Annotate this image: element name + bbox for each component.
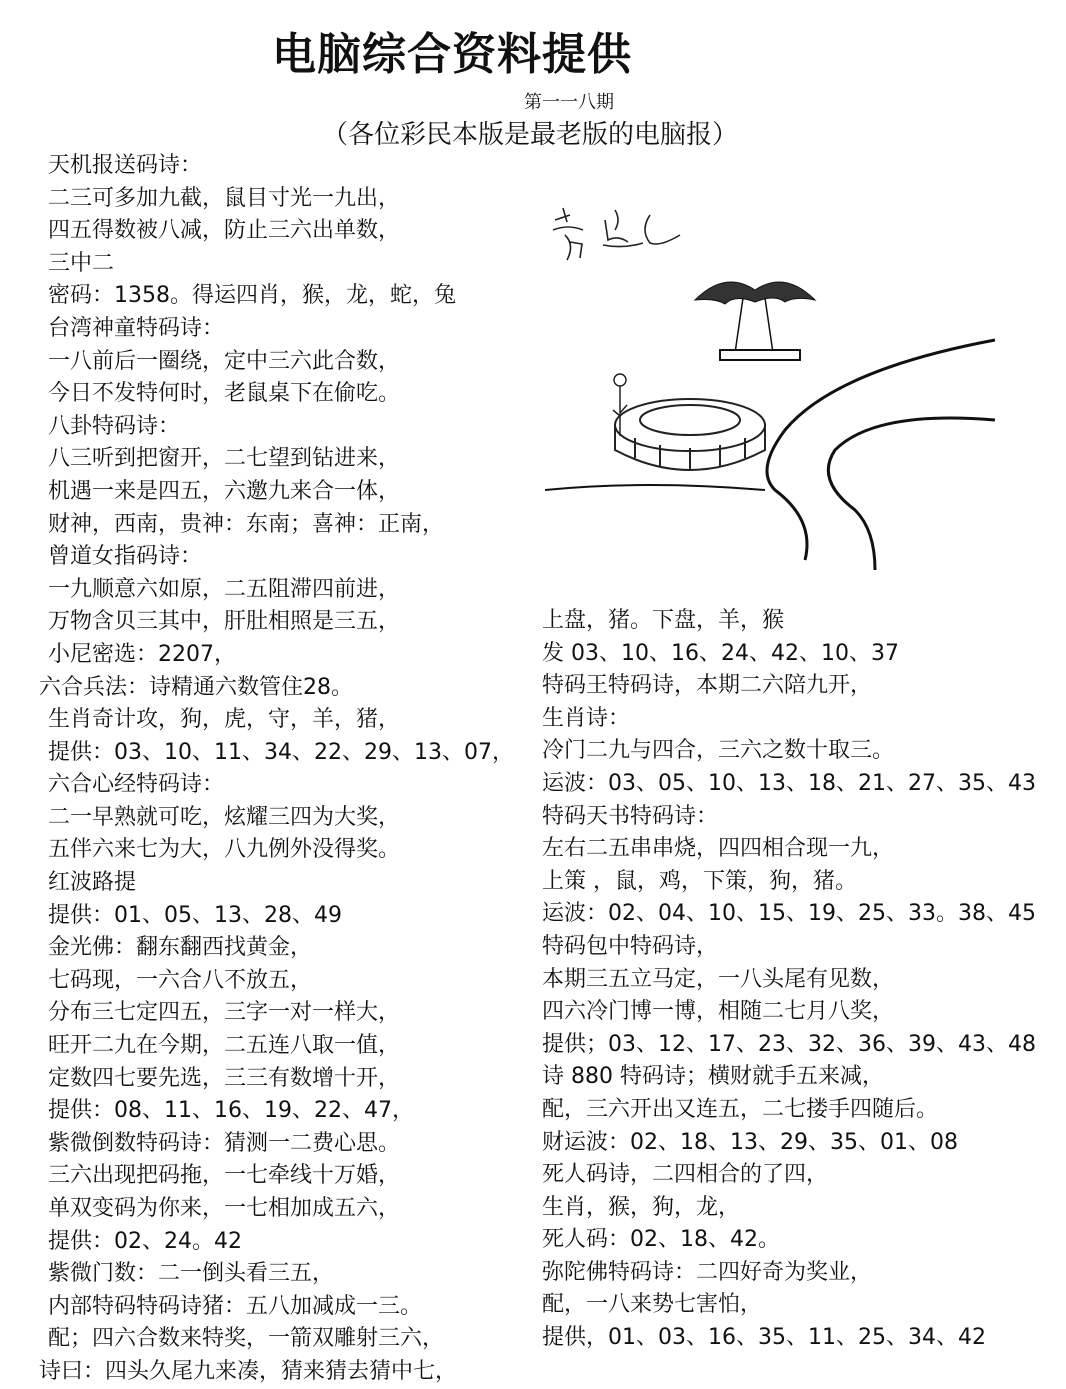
- text-line: 旺开二九在今期，二五连八取一值，: [48, 1033, 401, 1059]
- text-line: 单双变码为你来，一七相加成五六，: [48, 1196, 401, 1221]
- text-line: 分布三七定四五，三字一对一样大，: [48, 1000, 401, 1026]
- text-line: 万物含贝三其中，肝肚相照是三五，: [48, 609, 401, 635]
- text-line: 曾道女指码诗：: [48, 544, 203, 570]
- text-line: 冷门二九与四合，三六之数十取三。: [542, 738, 895, 764]
- text-line: 死人码：02、18、42。: [542, 1227, 780, 1253]
- text-line: 二三可多加九截，鼠目寸光一九出，: [48, 185, 401, 211]
- text-line: 配，三六开出又连五，二七搂手四随后。: [542, 1096, 939, 1122]
- text-line: 五伴六来七为大，八九例外没得奖。: [48, 837, 401, 863]
- text-line: 提供：03、10、11、34、22、29、13、07，: [48, 739, 514, 765]
- text-line: 提供，01、03、16、35、11、25、34、42: [542, 1325, 986, 1351]
- river-lines: [545, 340, 995, 570]
- bat-icon: [695, 282, 815, 360]
- text-line: 诗曰：四头久尾九来凑，猜来猜去猜中七，: [39, 1358, 458, 1384]
- text-line: 财神，西南，贵神：东南；喜神：正南，: [48, 511, 445, 537]
- text-line: 一八前后一圈绕，定中三六此合数，: [48, 348, 401, 374]
- text-line: 天机报送码诗：: [48, 153, 203, 178]
- left-column: [39, 150, 514, 1389]
- text-line: 六合心经特码诗：: [48, 772, 225, 798]
- text-line: 配，一八来势七害怕，: [542, 1292, 763, 1318]
- text-line: 小尼密选：2207，: [48, 641, 236, 667]
- text-line: 台湾神童特码诗：: [48, 315, 225, 341]
- text-line: 八卦特码诗：: [48, 413, 181, 439]
- text-line: 内部特码特码诗猪：五八加减成一三。: [48, 1293, 423, 1319]
- text-line: 诗 880 特码诗；横财就手五来减，: [542, 1064, 884, 1090]
- text-line: 二一早熟就可吃，炫耀三四为大奖，: [48, 804, 401, 830]
- text-line: 特码天书特码诗：: [542, 803, 719, 829]
- text-line: 发 03、10、16、24、42、10、37: [542, 640, 899, 666]
- issue-number: 第一一八期: [524, 92, 614, 113]
- text-line: 运波：03、05、10、13、18、21、27、35、43: [542, 770, 1036, 796]
- text-line: 红波路提: [48, 870, 137, 896]
- text-line: 定数四七要先选，三三有数增十开，: [48, 1065, 401, 1091]
- text-line: 密码：1358。得运四肖，猴，龙，蛇，兔: [48, 283, 456, 309]
- text-line: 上策 ，鼠，鸡，下策，狗，猪。: [542, 868, 857, 894]
- text-line: 一九顺意六如原，二五阻滞四前进，: [48, 576, 401, 602]
- text-line: 配；四六合数来特奖，一箭双雕射三六，: [48, 1326, 445, 1352]
- signature-scribble: [553, 208, 680, 260]
- text-line: 机遇一来是四五，六邀九来合一体，: [48, 478, 401, 504]
- text-line: 今日不发特何时，老鼠桌下在偷吃。: [48, 381, 401, 407]
- text-line: 提供：08、11、16、19、22、47，: [48, 1098, 414, 1124]
- page-subtitle: （各位彩民本版是最老版的电脑报）: [322, 120, 739, 150]
- text-line: 三六出现把码拖，一七牵线十万婚，: [48, 1163, 401, 1189]
- text-line: 生肖诗：: [542, 705, 631, 731]
- text-line: 提供：01、05、13、28、49: [48, 902, 342, 928]
- right-column: [542, 605, 1036, 1355]
- text-line: 提供；03、12、17、23、32、36、39、43、48: [542, 1031, 1036, 1057]
- sketch-illustration: [525, 180, 1005, 580]
- text-line: 上盘，猪。下盘，羊，猴: [542, 608, 785, 633]
- text-line: 特码包中特码诗，: [542, 933, 719, 959]
- text-line: 紫微倒数特码诗：猜测一二费心思。: [48, 1130, 401, 1156]
- well-icon: [615, 399, 765, 470]
- text-line: 四六冷门博一博，相随二七月八奖，: [542, 999, 895, 1025]
- text-line: 提供：02、24。42: [48, 1228, 242, 1254]
- text-line: 紫微门数：二一倒头看三五，: [48, 1261, 335, 1287]
- text-line: 六合兵法：诗精通六数管住28。: [39, 674, 353, 700]
- text-line: 金光佛：翻东翻西找黄金，: [48, 935, 313, 961]
- text-line: 七码现，一六合八不放五，: [48, 967, 313, 993]
- text-line: 三中二: [48, 250, 115, 276]
- text-line: 四五得数被八减，防止三六出单数，: [48, 218, 401, 244]
- text-line: 本期三五立马定，一八头尾有见数，: [542, 966, 895, 992]
- text-line: 生肖奇计攻，狗，虎，守，羊，猪，: [48, 707, 401, 733]
- text-line: 生肖，猴，狗，龙，: [542, 1194, 741, 1220]
- text-line: 财运波：02、18、13、29、35、01、08: [542, 1129, 958, 1155]
- text-line: 死人码诗，二四相合的了四，: [542, 1162, 829, 1188]
- text-line: 特码王特码诗，本期二六陪九开，: [542, 673, 873, 699]
- text-line: 弥陀佛特码诗：二四好奇为奖业，: [542, 1259, 873, 1285]
- text-line: 运波：02、04、10、15、19、25、33。38、45: [542, 901, 1036, 927]
- text-line: 左右二五串串烧，四四相合现一九，: [542, 836, 895, 862]
- text-line: 八三听到把窗开，二七望到钻进来，: [48, 446, 401, 472]
- page-title: 电脑综合资料提供: [272, 29, 632, 80]
